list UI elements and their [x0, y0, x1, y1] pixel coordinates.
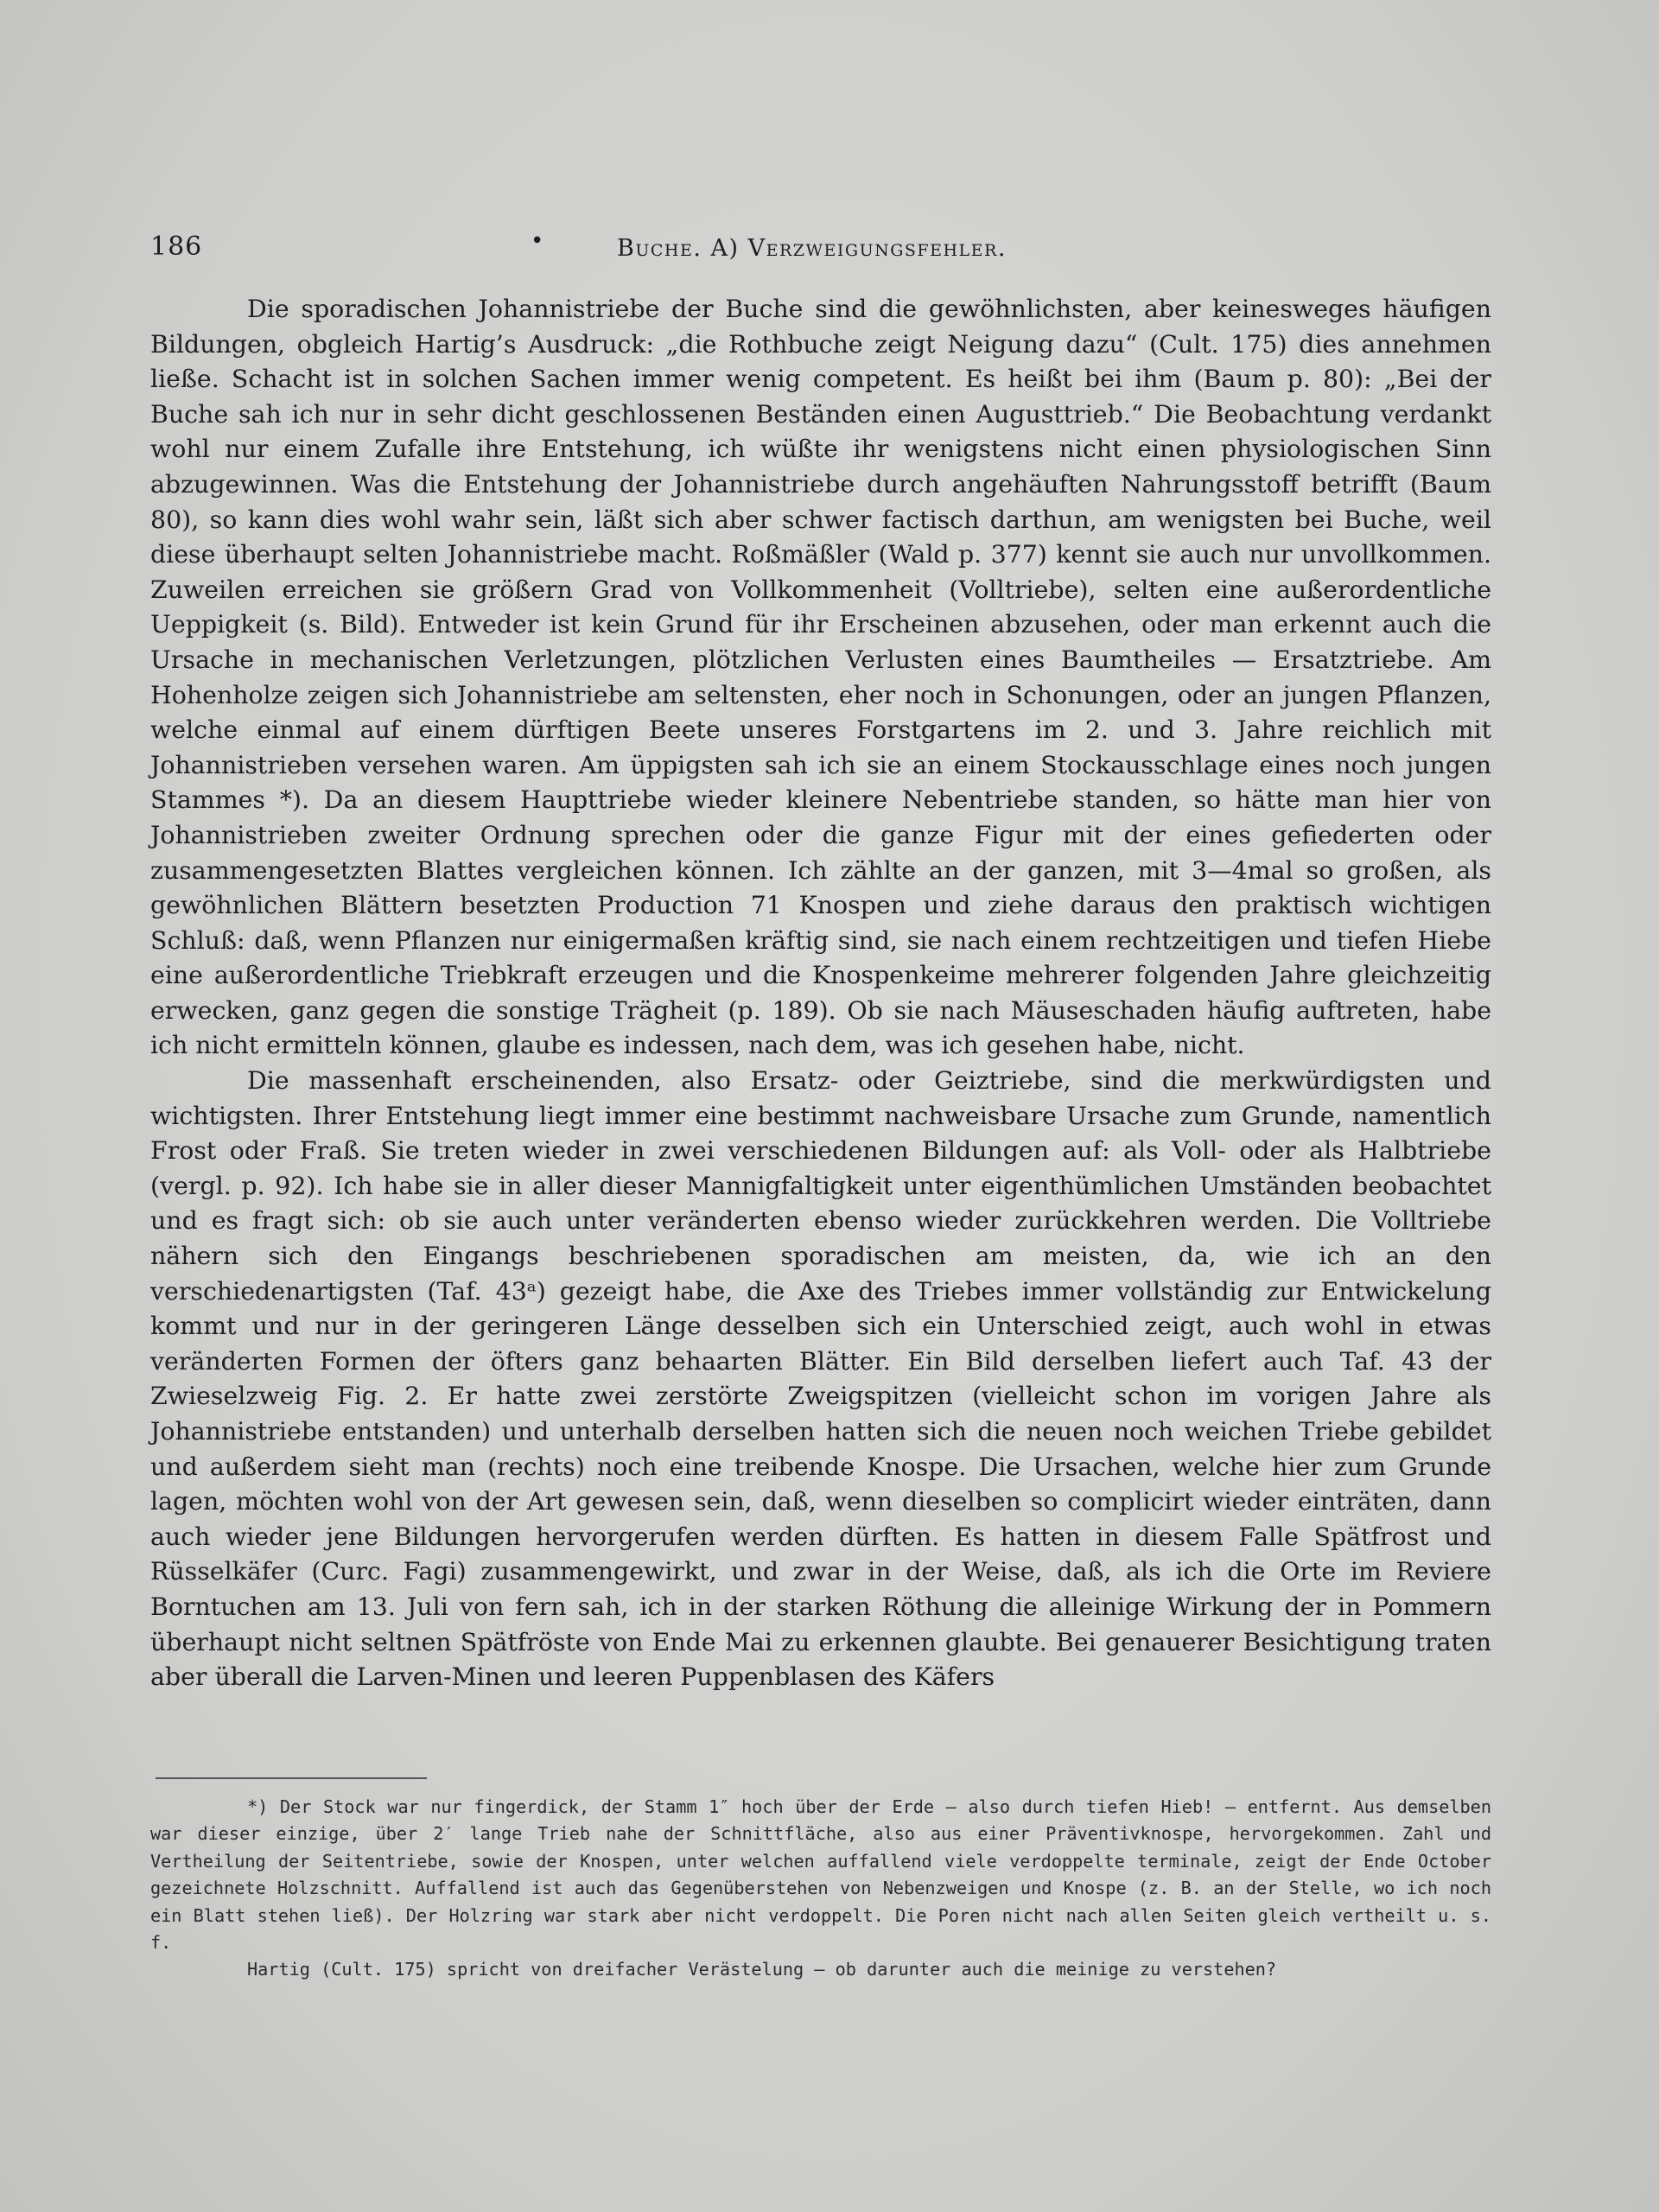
paragraph-2: Die massenhaft erscheinenden, also Ersatz- oder Geiztriebe, sind die merkwürdigsten und wichtigsten. Ihrer Entstehung liegt immer eine bestimmt nachweisbare Ursache zum Grunde, namentlich Frost oder Fraß. Sie treten wieder in zwei verschiedenen Bildungen auf: als Voll- oder als Halbtriebe (vergl. p. 92). Ich habe sie in aller dieser Mannigfaltigkeit unter eigenthümlichen Umständen beobachtet und es fragt sich: ob sie auch unter veränderten ebenso wieder zurückkehren werden. Die Volltriebe nähern sich den Eingangs beschriebenen sporadischen am meisten, da, wie ich an den verschiedenartigsten (Taf. 43ᵃ) gezeigt habe, die Axe des Triebes immer vollständig zur Entwickelung kommt und nur in der geringeren Länge desselben sich ein Unterschied zeigt, auch wohl in etwas veränderten Formen der öfters ganz behaarten Blätter. Ein Bild derselben liefert auch Taf. 43 der Zwieselzweig Fig. 2. Er hatte zwei zerstörte Zweigspitzen (vielleicht schon im vorigen Jahre als Johannistriebe entstanden) und unterhalb derselben hatten sich die neuen noch weichen Triebe gebildet und außerdem sieht man (rechts) noch eine treibende Knospe. Die Ursachen, welche hier zum Grunde lagen, möchten wohl von der Art gewesen sein, daß, wenn dieselben so complicirt wieder einträten, dann auch wieder jene Bildungen hervorgerufen werden dürften. Es hatten in diesem Falle Spätfrost und Rüsselkäfer (Curc. Fagi) zusammengewirkt, und zwar in der Weise, daß, als ich die Orte im Reviere Borntuchen am 13. Juli von fern sah, ich in der starken Röthung die alleinige Wirkung der in Pommern überhaupt nicht seltnen Spätfröste von Ende Mai zu erkennen glaubte. Bei genauerer Besichtigung traten aber überall die Larven-Minen und leeren Puppenblasen des Käfers: [150, 1066, 1491, 1692]
page-number: 186: [150, 232, 203, 262]
header-dot: •: [531, 228, 544, 254]
page-header: [150, 228, 1491, 266]
paragraph-1: Die sporadischen Johannistriebe der Buche sind die gewöhnlichsten, aber keinesweges häufigen Bildungen, obgleich Hartig’s Ausdruck: „die Rothbuche zeigt Neigung dazu“ (Cult. 175) dies annehmen ließe. Schacht ist in solchen Sachen immer wenig competent. Es heißt bei ihm (Baum p. 80): „Bei der Buche sah ich nur in sehr dicht geschlossenen Beständen einen Augusttrieb.“ Die Beobachtung verdankt wohl nur einem Zufalle ihre Entstehung, ich wüßte ihr wenigstens nicht einen physiologischen Sinn abzugewinnen. Was die Entstehung der Johannistriebe durch angehäuften Nahrungsstoff betrifft (Baum 80), so kann dies wohl wahr sein, läßt sich aber schwer factisch darthun, am wenigsten bei Buche, weil diese überhaupt selten Johannistriebe macht. Roßmäßler (Wald p. 377) kennt sie auch nur unvollkommen. Zuweilen erreichen sie größern Grad von Vollkommenheit (Volltriebe), selten eine außerordentliche Ueppigkeit (s. Bild). Entweder ist kein Grund für ihr Erscheinen abzusehen, oder man erkennt auch die Ursache in mechanischen Verletzungen, plötzlichen Verlusten eines Baumtheiles — Ersatztriebe. Am Hohenholze zeigen sich Johannistriebe am seltensten, eher noch in Schonungen, oder an jungen Pflanzen, welche einmal auf einem dürftigen Beete unseres Forstgartens im 2. und 3. Jahre reichlich mit Johannistrieben versehen waren. Am üppigsten sah ich sie an einem Stockausschlage eines noch jungen Stammes *). Da an diesem Haupttriebe wieder kleinere Nebentriebe standen, so hätte man hier von Johannistrieben zweiter Ordnung sprechen oder die ganze Figur mit der eines gefiederten oder zusammengesetzten Blattes vergleichen können. Ich zählte an der ganzen, mit 3—4mal so großen, als gewöhnlichen Blättern besetzten Production 71 Knospen und ziehe daraus den praktisch wichtigen Schluß: daß, wenn Pflanzen nur einigermaßen kräftig sind, sie nach einem rechtzeitigen und tiefen Hiebe eine außerordentliche Triebkraft erzeugen und die Knospenkeime mehrerer folgenden Jahre gleichzeitig erwecken, ganz gegen die sonstige Trägheit (p. 189). Ob sie nach Mäuseschaden häufig auftreten, habe ich nicht ermitteln können, glaube es indessen, nach dem, was ich gesehen habe, nicht.: [150, 295, 1491, 1060]
footnote-2: Hartig (Cult. 175) spricht von dreifacher Verästelung — ob darunter auch die meinige zu verstehen?: [247, 1959, 1277, 1980]
footnote-1: *) Der Stock war nur fingerdick, der Stamm 1″ hoch über der Erde — also durch tiefen Hieb! — entfernt. Aus demselben war dieser einzige, über 2′ lange Trieb nahe der Schnittfläche, also aus einer Präventivknospe, hervorgekommen. Zahl und Vertheilung der Seitentriebe, sowie der Knospen, unter welchen auffallend viele verdoppelte terminale, zeigt der Ende October gezeichnete Holzschnitt. Auffallend ist auch das Gegenüberstehen von Nebenzweigen und Knospe (z. B. an der Stelle, wo ich noch ein Blatt stehen ließ). Der Holzring war stark aber nicht verdoppelt. Die Poren nicht nach allen Seiten gleich vertheilt u. s. f.: [150, 1796, 1491, 1954]
running-head: Buche. A) Verzweigungsfehler.: [617, 235, 1007, 262]
footnotes: [150, 1794, 1491, 1984]
body-text: [150, 292, 1491, 1695]
footnote-rule: [156, 1777, 427, 1779]
